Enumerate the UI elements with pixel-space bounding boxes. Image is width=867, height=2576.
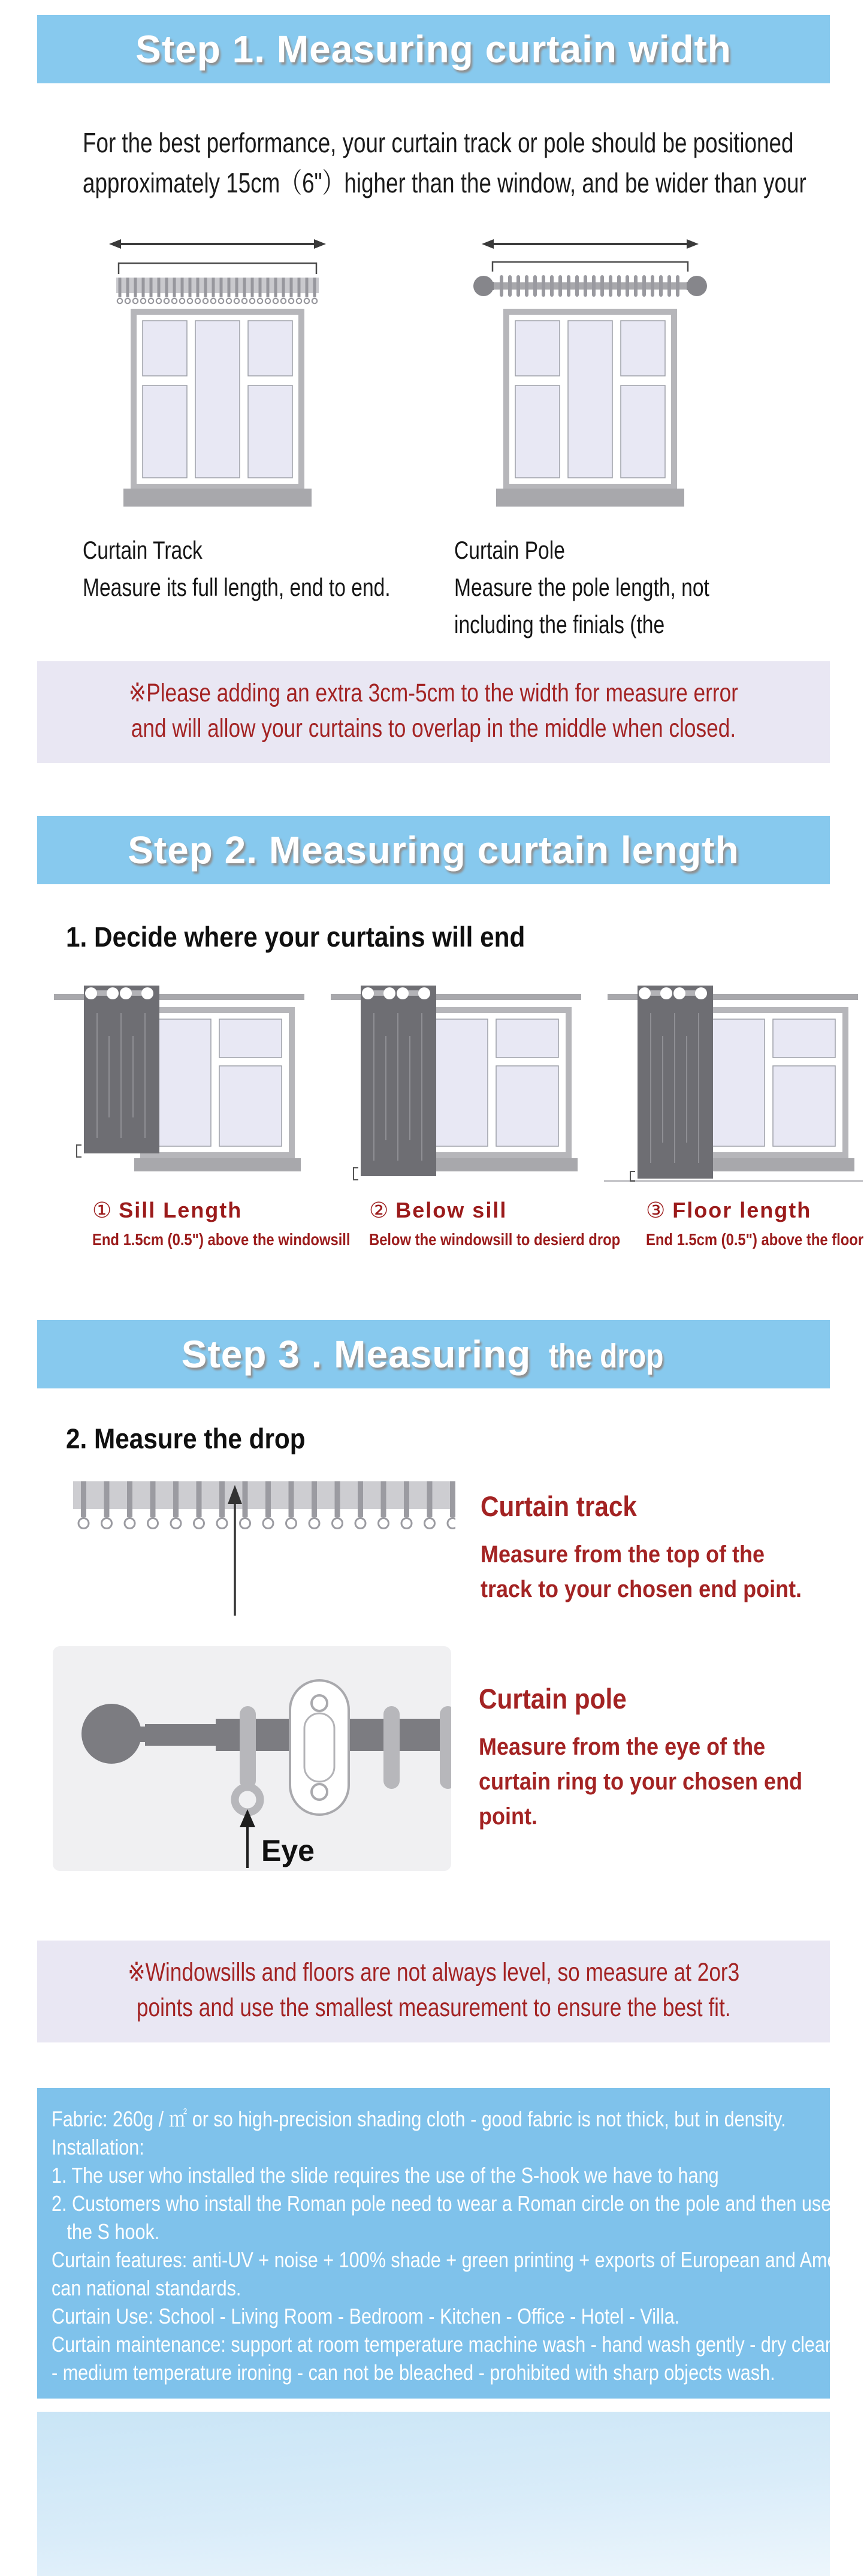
caption-title: Sill Length <box>119 1198 243 1222</box>
below-sill-diagram <box>327 978 586 1188</box>
info-line: 1. The user who installed the slide requires the use of the S-hook we have to hang <box>52 2163 719 2188</box>
curtain-track-desc-line1: Measure from the top of the <box>481 1541 765 1568</box>
step1-warning-line2: and will allow your curtains to overlap in the middle when closed. <box>131 714 736 743</box>
step1-warning-note <box>37 661 830 763</box>
below-sill-caption <box>327 1198 621 1249</box>
caption-desc: End 1.5cm (0.5") above the floor <box>646 1230 864 1249</box>
curtain-pole-heading: Curtain pole <box>479 1683 627 1715</box>
step3-title-right: the drop <box>549 1337 664 1375</box>
curtain-pole-label-block <box>454 532 773 643</box>
info-line: - medium temperature ironing - can not be bleached - prohibited with sharp objects wash. <box>52 2360 775 2385</box>
curtain-pole-text <box>479 1646 838 1871</box>
step1-header-band <box>37 15 830 83</box>
step1-warning-line1: ※Please adding an extra 3cm-5cm to the width for measure error <box>128 679 739 707</box>
sill-length-diagram <box>50 978 309 1188</box>
curtain-pole-closeup-diagram <box>53 1646 451 1871</box>
info-line: Installation: <box>52 2135 144 2159</box>
curtain-pole-desc-line1: Measure the pole length, not <box>454 573 709 601</box>
below-sill-figure <box>327 978 621 1249</box>
curtain-pole-desc-line3: point. <box>479 1803 537 1830</box>
step2-subtitle: 1. Decide where your curtains will end <box>66 921 525 953</box>
curtain-pole-desc-line2: curtain ring to your chosen end <box>479 1768 803 1795</box>
curtain-track-desc: Measure its full length, end to end. <box>83 573 391 601</box>
step1-diagrams <box>0 234 867 516</box>
caption-number: ② <box>369 1198 389 1222</box>
caption-number: ③ <box>646 1198 666 1222</box>
curtain-track-heading: Curtain track <box>481 1490 637 1522</box>
step1-intro-line2: approximately 15cm（6"）higher than the window, and be wider than your <box>83 167 806 198</box>
caption-desc: End 1.5cm (0.5") above the windowsill <box>92 1230 351 1249</box>
step3-title <box>181 1333 685 1376</box>
step2-header-band <box>37 816 830 884</box>
curtain-pole-desc-line1: Measure from the eye of the <box>479 1734 766 1760</box>
step3-header-band <box>37 1320 830 1388</box>
step3-subtitle: 2. Measure the drop <box>66 1423 306 1454</box>
info-line: 2. Customers who install the Roman pole need to wear a Roman circle on the pole and then use <box>52 2191 832 2216</box>
curtain-track-closeup-diagram <box>70 1475 459 1621</box>
product-info-box <box>37 2088 860 2399</box>
step1-intro <box>83 123 867 203</box>
footer-band <box>37 2412 830 2576</box>
info-line: Curtain features: anti-UV + noise + 100% shade + green printing + exports of European and Ameri- <box>52 2247 854 2272</box>
floor-length-figure <box>604 978 863 1249</box>
curtain-track-label-block <box>83 532 442 643</box>
step3-warning-line2: points and use the smallest measurement to ensure the best fit. <box>136 1993 731 2022</box>
caption-title: Below sill <box>395 1198 507 1222</box>
floor-length-diagram <box>604 978 863 1188</box>
step1-diagram-labels <box>0 532 867 643</box>
step1-intro-line1: For the best performance, your curtain track or pole should be positioned <box>83 127 794 158</box>
caption-number: ① <box>92 1198 112 1222</box>
curtain-pole-drop-section <box>0 1646 867 1871</box>
curtain-pole-desc-line2: including the finials (the <box>454 610 665 638</box>
floor-length-caption <box>604 1198 863 1249</box>
step2-diagrams <box>0 978 867 1249</box>
info-line: Curtain maintenance: support at room temperature machine wash - hand wash gently - dry cleaning <box>52 2332 860 2357</box>
curtain-track-desc-line2: track to your chosen end point. <box>481 1576 802 1602</box>
info-line: the S hook. <box>52 2219 160 2244</box>
curtain-track-window-diagram <box>107 234 328 516</box>
curtain-track-label: Curtain Track <box>83 536 203 564</box>
step3-warning-line1: ※Windowsills and floors are not always level, so measure at 2or3 <box>127 1958 740 1987</box>
caption-desc: Below the windowsill to desierd drop <box>369 1230 621 1249</box>
step3-title-left: Step 3 . Measuring <box>181 1333 531 1376</box>
step2-title: Step 2. Measuring curtain length <box>128 828 739 872</box>
curtain-track-drop-section <box>0 1475 867 1621</box>
caption-title: Floor length <box>672 1198 812 1222</box>
sill-length-caption <box>50 1198 351 1249</box>
info-line: can national standards. <box>52 2276 241 2300</box>
curtain-track-text <box>481 1475 838 1621</box>
info-line: Curtain Use: School - Living Room - Bedroom - Kitchen - Office - Hotel - Villa. <box>52 2304 680 2328</box>
step1-title: Step 1. Measuring curtain width <box>135 28 732 71</box>
curtain-pole-window-diagram <box>473 234 707 516</box>
eye-label: Eye <box>261 1834 315 1867</box>
step3-warning-note <box>37 1941 830 2042</box>
info-line: Fabric: 260g / ㎡ or so high-precision shading cloth - good fabric is not thick, but in density. <box>52 2107 786 2131</box>
curtain-pole-label: Curtain Pole <box>454 536 565 564</box>
sill-length-figure <box>50 978 351 1249</box>
